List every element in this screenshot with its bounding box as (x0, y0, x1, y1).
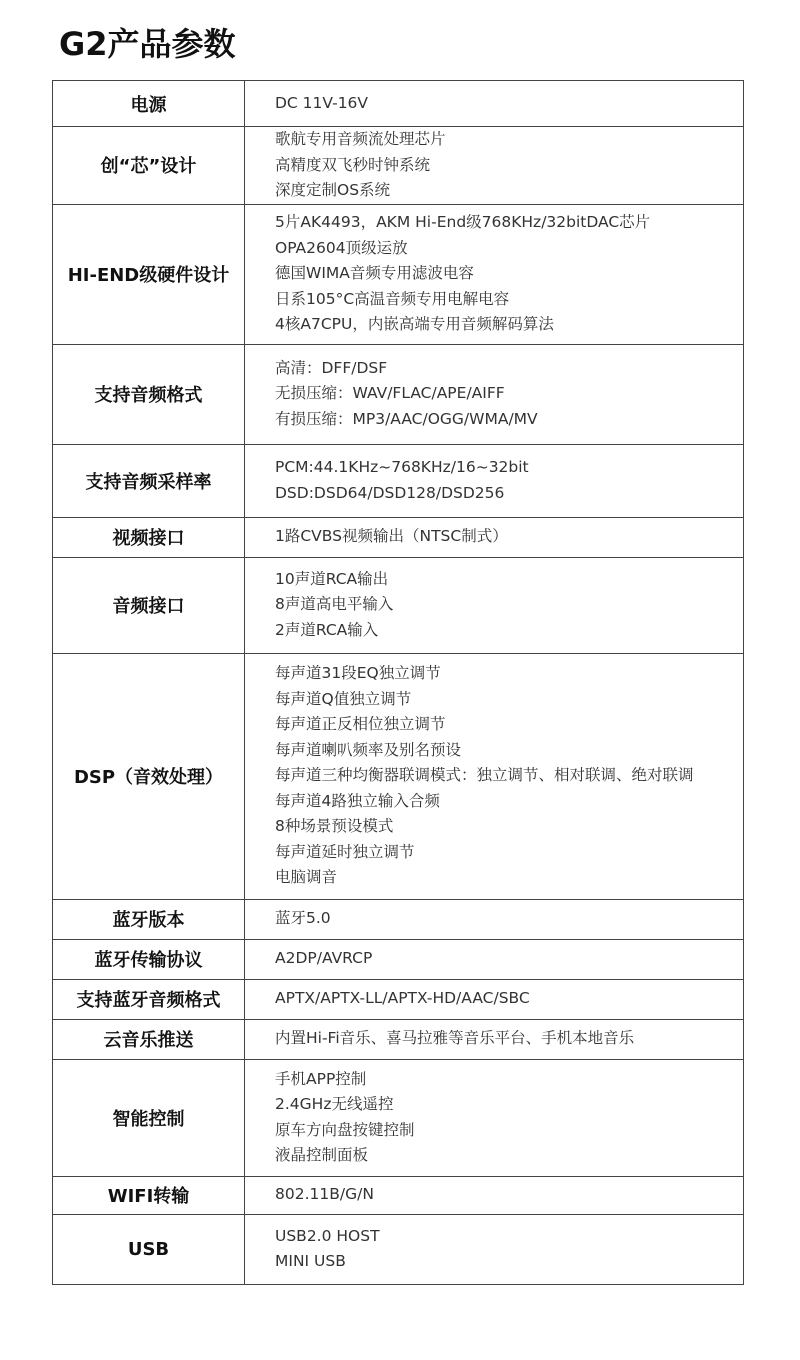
spec-value-line: APTX/APTX-LL/APTX-HD/AAC/SBC (275, 989, 530, 1008)
spec-value (245, 344, 744, 444)
spec-table (52, 80, 744, 1285)
spec-value-line: 10声道RCA输出 (275, 569, 389, 588)
spec-value (245, 127, 744, 205)
spec-row (53, 939, 744, 979)
spec-value (245, 1176, 744, 1214)
spec-value-line: 1路CVBS视频输出（NTSC制式） (275, 527, 508, 546)
spec-label: 云音乐推送 (53, 1019, 245, 1059)
spec-row (53, 517, 744, 557)
spec-value-line: 2声道RCA输入 (275, 620, 379, 639)
spec-label: 支持音频格式 (53, 344, 245, 444)
spec-value-line: 4核A7CPU，内嵌高端专用音频解码算法 (275, 315, 554, 334)
spec-value-line: OPA2604顶级运放 (275, 238, 408, 257)
spec-value (245, 1214, 744, 1284)
spec-row (53, 1059, 744, 1176)
spec-row (53, 899, 744, 939)
spec-label: 视频接口 (53, 517, 245, 557)
spec-row (53, 204, 744, 344)
spec-value (245, 939, 744, 979)
spec-row (53, 81, 744, 127)
spec-label: HI-END级硬件设计 (53, 204, 245, 344)
spec-value-line: 无损压缩：WAV/FLAC/APE/AIFF (275, 384, 505, 403)
spec-value-line: 高精度双飞秒时钟系统 (275, 155, 431, 174)
spec-label: 音频接口 (53, 557, 245, 653)
spec-row (53, 1176, 744, 1214)
page-title: G2产品参数 (59, 25, 236, 63)
spec-row (53, 653, 744, 899)
spec-label: WIFI转输 (53, 1176, 245, 1214)
spec-value (245, 517, 744, 557)
spec-value-line: 每声道正反相位独立调节 (275, 715, 446, 734)
spec-value-line: 8种场景预设模式 (275, 817, 394, 836)
spec-label: 电源 (53, 81, 245, 127)
spec-value-line: 手机APP控制 (275, 1069, 367, 1088)
spec-value-line: 每声道31段EQ独立调节 (275, 664, 441, 683)
spec-value-line: 日系105°C高温音频专用电解电容 (275, 289, 510, 308)
spec-label: 创“芯”设计 (53, 127, 245, 205)
spec-row (53, 1214, 744, 1284)
spec-label: 蓝牙传输协议 (53, 939, 245, 979)
spec-value-line: A2DP/AVRCP (275, 949, 373, 968)
spec-row (53, 557, 744, 653)
spec-value-line: 每声道喇叭频率及别名预设 (275, 740, 462, 759)
spec-value-line: 每声道Q值独立调节 (275, 689, 412, 708)
spec-label: 支持音频采样率 (53, 444, 245, 517)
spec-value-line: 德国WIMA音频专用滤波电容 (275, 264, 474, 283)
spec-row (53, 444, 744, 517)
spec-label: 支持蓝牙音频格式 (53, 979, 245, 1019)
spec-value-line: 内置Hi-Fi音乐、喜马拉雅等音乐平台、手机本地音乐 (275, 1029, 635, 1048)
spec-row (53, 1019, 744, 1059)
spec-label: USB (53, 1214, 245, 1284)
spec-value-line: 蓝牙5.0 (275, 909, 331, 928)
spec-value-line: 5片AK4493，AKM Hi-End级768KHz/32bitDAC芯片 (275, 213, 651, 232)
spec-value (245, 444, 744, 517)
spec-value (245, 557, 744, 653)
spec-value-line: 每声道三种均衡器联调模式：独立调节、相对联调、绝对联调 (275, 766, 694, 785)
spec-value-line: PCM:44.1KHz~768KHz/16~32bit (275, 458, 529, 476)
spec-value-line: 每声道4路独立输入合频 (275, 791, 440, 810)
spec-value-line: 原车方向盘按键控制 (275, 1120, 415, 1139)
spec-value (245, 204, 744, 344)
spec-value-line: 高清：DFF/DSF (275, 358, 388, 377)
spec-value-line: 电脑调音 (275, 868, 338, 887)
spec-value-line: 液晶控制面板 (275, 1146, 369, 1164)
spec-value-line: 802.11B/G/N (275, 1185, 374, 1204)
spec-value-line: 有损压缩：MP3/AAC/OGG/WMA/MV (275, 409, 538, 428)
spec-value (245, 1059, 744, 1176)
spec-label: DSP（音效处理） (53, 653, 245, 899)
spec-value-line: USB2.0 HOST (275, 1226, 380, 1245)
spec-value-line: 深度定制OS系统 (275, 181, 391, 199)
spec-label: 智能控制 (53, 1059, 245, 1176)
spec-value (245, 81, 744, 127)
spec-value (245, 899, 744, 939)
spec-label: 蓝牙版本 (53, 899, 245, 939)
spec-value-line: MINI USB (275, 1252, 346, 1270)
spec-value-line: 2.4GHz无线遥控 (275, 1095, 394, 1113)
spec-value (245, 653, 744, 899)
spec-value (245, 979, 744, 1019)
spec-row (53, 979, 744, 1019)
spec-row (53, 127, 744, 205)
spec-value-line: DC 11V-16V (275, 93, 369, 112)
spec-value-line: 歌航专用音频流处理芯片 (275, 130, 446, 148)
spec-value-line: 8声道高电平输入 (275, 595, 394, 614)
spec-value-line: 每声道延时独立调节 (275, 842, 415, 861)
spec-value-line: DSD:DSD64/DSD128/DSD256 (275, 483, 505, 502)
spec-row (53, 344, 744, 444)
spec-value (245, 1019, 744, 1059)
